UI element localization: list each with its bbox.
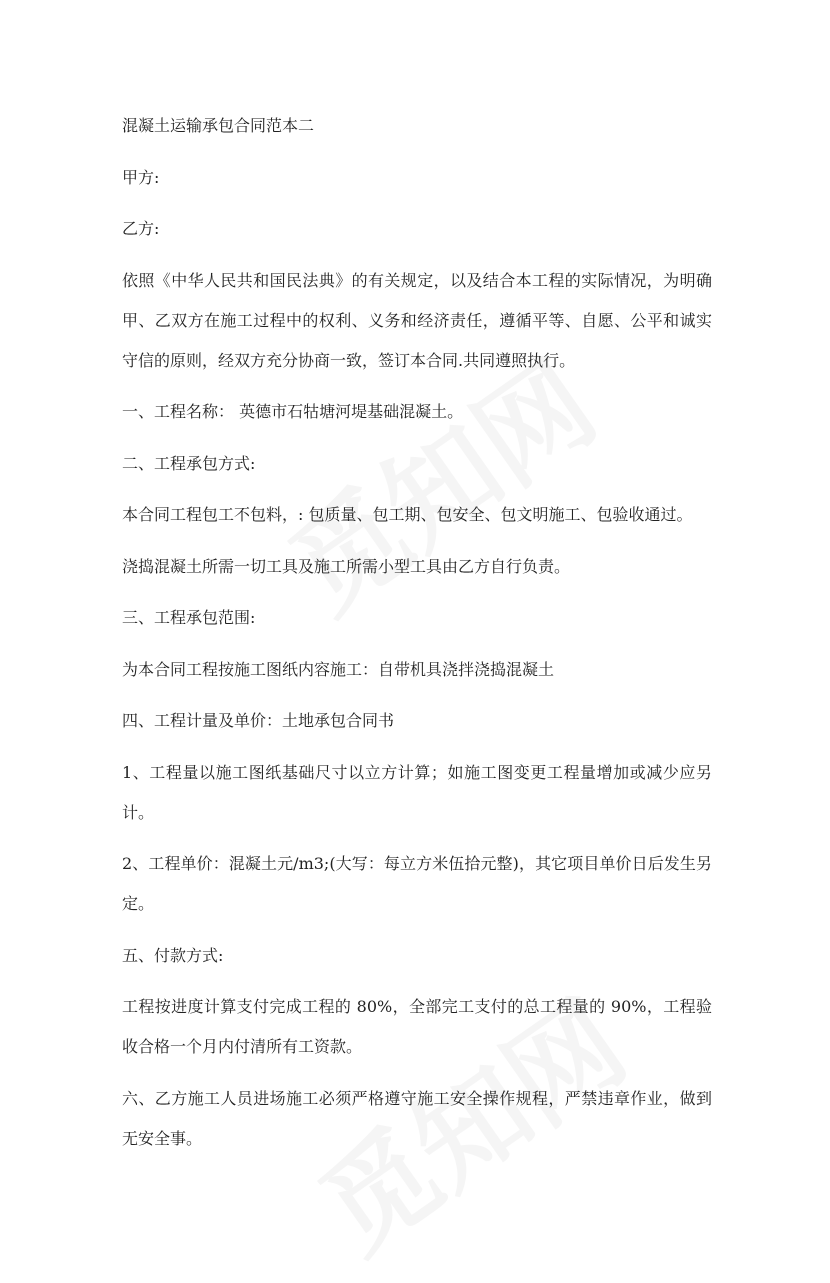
party-a-line: 甲方: [122,167,160,187]
party-b-line: 乙方: [122,219,160,238]
section-pricing-item-2: 2、工程单价：混凝土元/m3;(大写：每立方米伍拾元整)，其它项目单价日后发生另定。 [122,854,712,913]
section-pricing-item-1: 1、工程量以施工图纸基础尺寸以立方计算；如施工图变更工程量增加或减少应另计。 [122,762,712,822]
section-project-name: 一、工程名称： 英德市石牯塘河堤基础混凝土。 [122,402,464,421]
section-safety: 六、乙方施工人员进场施工必须严格遵守施工安全操作规程，严禁违章作业，做到无安全事。 [122,1088,712,1148]
section-payment-heading: 五、付款方式: [122,945,224,965]
document-title: 混凝土运输承包合同范本二 [122,116,315,135]
section-scope-body: 为本合同工程按施工图纸内容施工：自带机具浇拌浇捣混凝土 [122,659,555,679]
intro-paragraph: 依照《中华人民共和国民法典》的有关规定，以及结合本工程的实际情况，为明确甲、乙双方在施工过程中的权利、义务和经济责任，遵循平等、自愿、公平和诚实守信的原则，经双方充分协商一致，签订本合同.共同遵照执行。 [122,270,712,370]
section-pricing-heading: 四、工程计量及单价：土地承包合同书 [122,711,395,730]
section-payment-body: 工程按进度计算支付完成工程的 80%，全部完工支付的总工程量的 90%，工程验收合格一个月内付清所有工资款。 [122,997,712,1056]
section-contract-method-body: 本合同工程包工不包料，: 包质量、包工期、包安全、包文明施工、包验收通过。 [122,505,693,524]
section-contract-method-heading: 二、工程承包方式: [122,453,256,473]
document-body [122,106,712,1170]
section-contract-method-tools: 浇捣混凝土所需一切工具及施工所需小型工具由乙方自行负责。 [122,556,571,576]
section-scope-heading: 三、工程承包范围: [122,608,256,627]
